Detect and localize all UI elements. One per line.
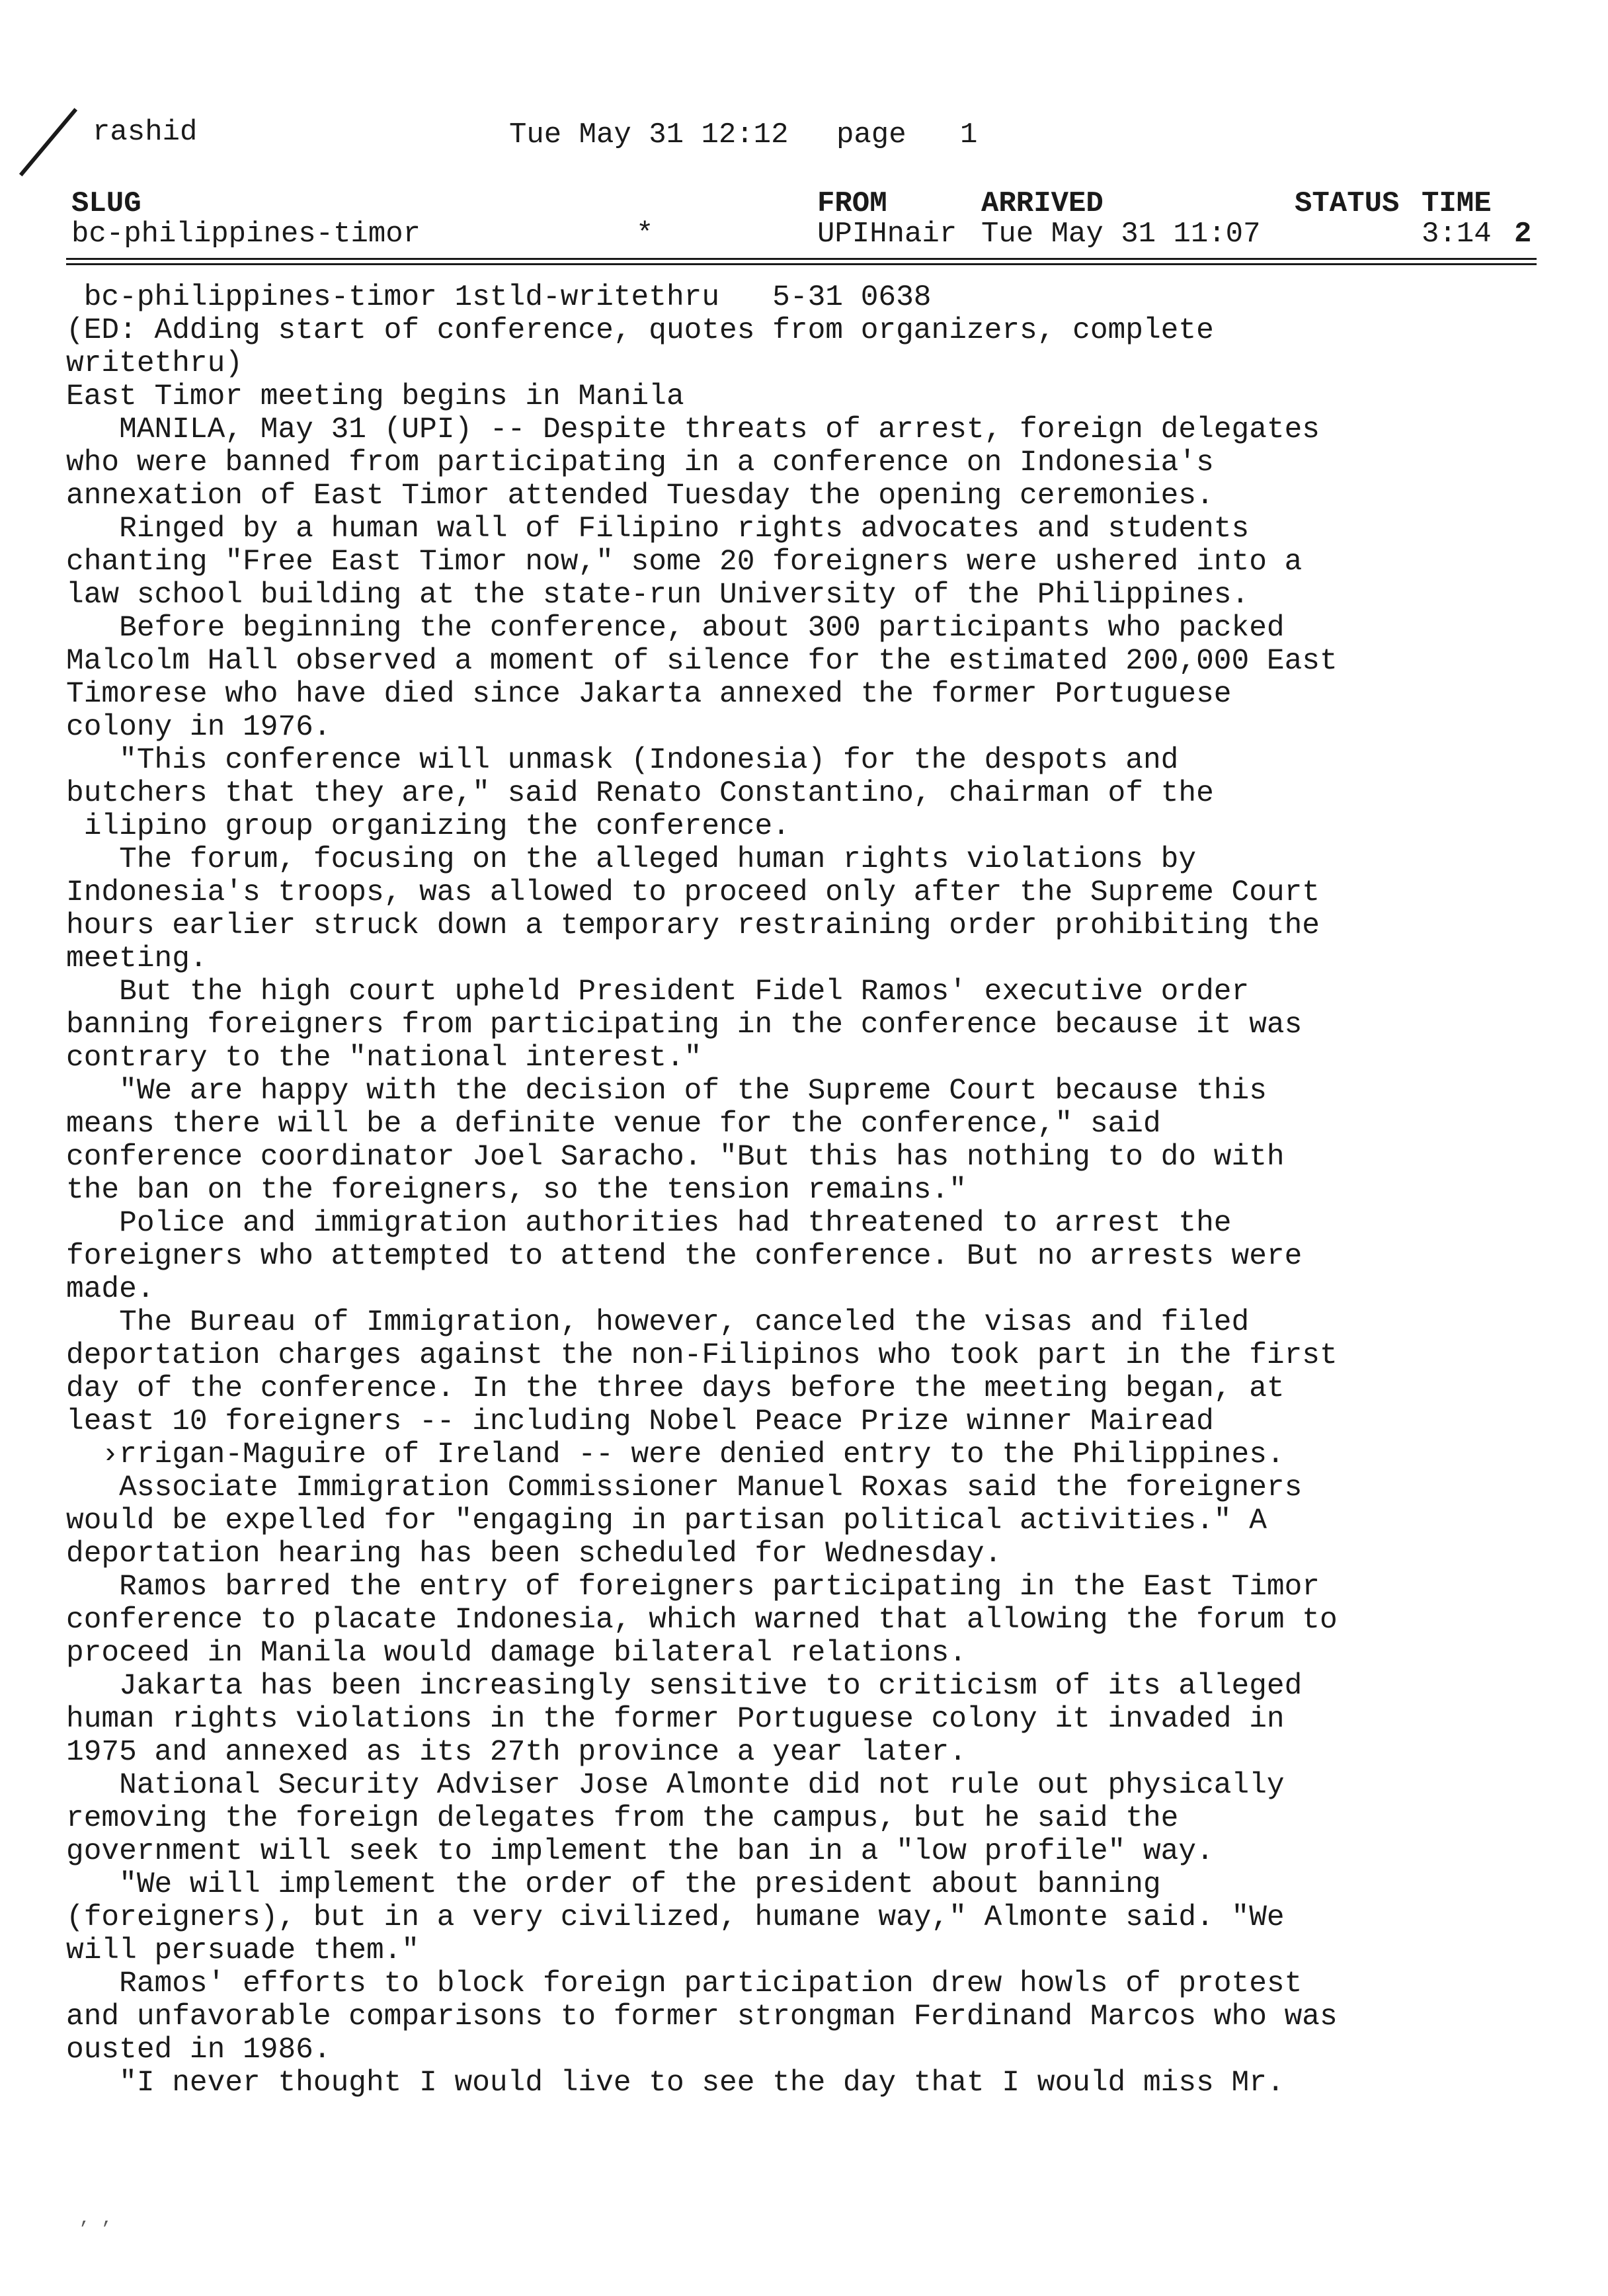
story-line: conference to placate Indonesia, which warned that allowing the forum to xyxy=(66,1604,1338,1637)
story-line: annexation of East Timor attended Tuesday the opening ceremonies. xyxy=(66,479,1214,512)
story-line: would be expelled for "engaging in partisan political activities." A xyxy=(66,1504,1267,1538)
story-line: ilipino group organizing the conference. xyxy=(66,810,790,843)
story-line: Ringed by a human wall of Filipino rights advocates and students xyxy=(66,512,1250,546)
story-line: will persuade them." xyxy=(66,1934,420,1967)
story-line: means there will be a definite venue for the conference," said xyxy=(66,1108,1161,1141)
story-line: day of the conference. In the three days before the meeting began, at xyxy=(66,1372,1285,1405)
story-line: bc-philippines-timor 1stld-writethru 5-31 0638 xyxy=(66,281,932,314)
story-line: chanting "Free East Timor now," some 20 foreigners were ushered into a xyxy=(66,546,1303,579)
story-line: ›rrigan-Maguire of Ireland -- were denied entry to the Philippines. xyxy=(66,1438,1285,1471)
story-line: deportation hearing has been scheduled for Wednesday. xyxy=(66,1538,1002,1571)
print-date: Tue May 31 12:12 xyxy=(509,118,789,151)
story-line: law school building at the state-run University of the Philippines. xyxy=(66,579,1250,612)
from-value: UPIHnair xyxy=(817,218,957,251)
divider-bottom xyxy=(66,263,1537,265)
story-line: the ban on the foreigners, so the tension remains." xyxy=(66,1174,967,1207)
story-line: The forum, focusing on the alleged human rights violations by xyxy=(66,843,1197,876)
story-line: "This conference will unmask (Indonesia) for the despots and xyxy=(66,744,1179,777)
story-line: "I never thought I would live to see the day that I would miss Mr. xyxy=(66,2067,1285,2100)
story-line: Timorese who have died since Jakarta annexed the former Portuguese xyxy=(66,678,1232,711)
story-line: Before beginning the conference, about 300 participants who packed xyxy=(66,612,1285,645)
story-line: Malcolm Hall observed a moment of silence for the estimated 200,000 East xyxy=(66,645,1338,678)
story-line: butchers that they are," said Renato Constantino, chairman of the xyxy=(66,777,1214,810)
story-line: government will seek to implement the ban in a "low profile" way. xyxy=(66,1835,1214,1868)
divider-top xyxy=(66,258,1537,260)
status-label: STATUS xyxy=(1295,187,1400,220)
scan-specks: , , xyxy=(79,2209,113,2229)
story-line: least 10 foreigners -- including Nobel Peace Prize winner Mairead xyxy=(66,1405,1214,1438)
story-line: human rights violations in the former Portuguese colony it invaded in xyxy=(66,1703,1285,1736)
story-line: "We are happy with the decision of the Supreme Court because this xyxy=(66,1075,1267,1108)
from-label: FROM xyxy=(817,187,887,220)
time-value: 3:14 xyxy=(1422,218,1492,251)
story-line: (foreigners), but in a very civilized, humane way," Almonte said. "We xyxy=(66,1901,1285,1934)
user-name: rashid xyxy=(93,116,198,149)
story-line: The Bureau of Immigration, however, canceled the visas and filed xyxy=(66,1306,1250,1339)
story-line: "We will implement the order of the president about banning xyxy=(66,1868,1161,1901)
page-label: page xyxy=(836,118,906,151)
story-line: 1975 and annexed as its 27th province a year later. xyxy=(66,1736,967,1769)
story-line: Ramos' efforts to block foreign participation drew howls of protest xyxy=(66,1967,1303,2000)
slug-value: bc-philippines-timor xyxy=(71,218,421,251)
story-line: colony in 1976. xyxy=(66,711,331,744)
page-number: 1 xyxy=(960,118,978,151)
time-label: TIME xyxy=(1422,187,1492,220)
story-line: Indonesia's troops, was allowed to proceed only after the Supreme Court xyxy=(66,876,1320,909)
priority-marker: * xyxy=(636,218,654,251)
story-line: MANILA, May 31 (UPI) -- Despite threats of arrest, foreign delegates xyxy=(66,413,1320,446)
story-line: National Security Adviser Jose Almonte did not rule out physically xyxy=(66,1769,1285,1802)
story-line: removing the foreign delegates from the campus, but he said the xyxy=(66,1802,1179,1835)
arrived-label: ARRIVED xyxy=(981,187,1104,220)
story-line: writethru) xyxy=(66,347,243,380)
handwritten-slash-mark xyxy=(19,108,77,176)
story-line: Police and immigration authorities had threatened to arrest the xyxy=(66,1207,1232,1240)
story-line: But the high court upheld President Fidel Ramos' executive order xyxy=(66,975,1250,1008)
story-line: and unfavorable comparisons to former strongman Ferdinand Marcos who was xyxy=(66,2000,1338,2033)
story-line: conference coordinator Joel Saracho. "But this has nothing to do with xyxy=(66,1141,1285,1174)
story-line: Associate Immigration Commissioner Manuel Roxas said the foreigners xyxy=(66,1471,1303,1504)
story-line: Jakarta has been increasingly sensitive to criticism of its alleged xyxy=(66,1670,1303,1703)
story-line: East Timor meeting begins in Manila xyxy=(66,380,684,413)
slug-label: SLUG xyxy=(71,187,141,220)
story-line: foreigners who attempted to attend the conference. But no arrests were xyxy=(66,1240,1303,1273)
story-line: deportation charges against the non-Filipinos who took part in the first xyxy=(66,1339,1338,1372)
story-line: contrary to the "national interest." xyxy=(66,1042,702,1075)
story-body xyxy=(66,281,1547,2100)
story-line: meeting. xyxy=(66,942,208,975)
story-line: proceed in Manila would damage bilateral relations. xyxy=(66,1637,967,1670)
record-count: 2 xyxy=(1514,218,1532,251)
story-line: (ED: Adding start of conference, quotes from organizers, complete xyxy=(66,314,1214,347)
arrived-value: Tue May 31 11:07 xyxy=(981,218,1261,251)
story-line: ousted in 1986. xyxy=(66,2033,331,2067)
story-line: made. xyxy=(66,1273,155,1306)
story-line: hours earlier struck down a temporary restraining order prohibiting the xyxy=(66,909,1320,942)
story-line: Ramos barred the entry of foreigners participating in the East Timor xyxy=(66,1571,1320,1604)
story-line: who were banned from participating in a conference on Indonesia's xyxy=(66,446,1214,479)
story-line: banning foreigners from participating in the conference because it was xyxy=(66,1008,1303,1042)
